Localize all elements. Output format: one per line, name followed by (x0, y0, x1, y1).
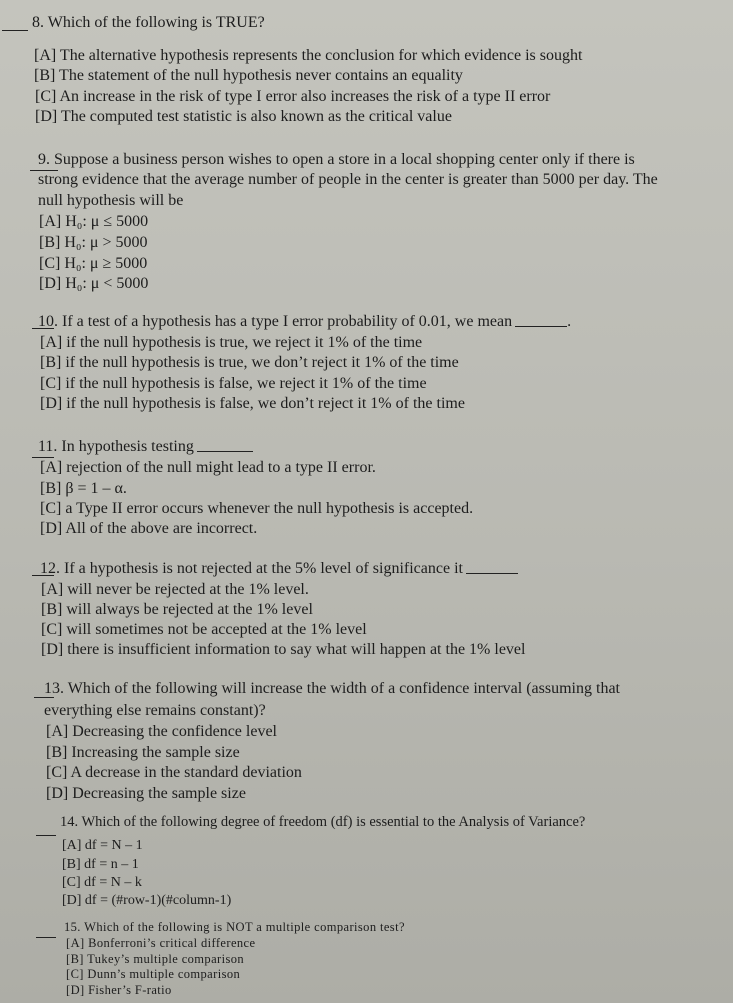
option-c[interactable]: [C] will sometimes not be accepted at the 1% level (41, 621, 367, 638)
option-a[interactable]: [A] will never be rejected at the 1% level. (41, 581, 309, 598)
option-d[interactable]: [D] df = (#row-1)(#column-1) (62, 893, 232, 908)
option-c[interactable]: [C] H₀: μ ≥ 5000 (39, 255, 148, 272)
question-stem: 15. Which of the following is NOT a multiple comparison test? (64, 920, 405, 934)
option-a[interactable]: [A] The alternative hypothesis represents the conclusion for which evidence is sought (34, 47, 583, 64)
fill-in-blank (515, 326, 567, 327)
question-stem-text: 10. If a test of a hypothesis has a type I error probability of 0.01, we mean (38, 313, 513, 330)
option-b[interactable]: [B] β = 1 – α. (40, 480, 127, 497)
question-stem-text: 12. If a hypothesis is not rejected at the 5% level of significance it (40, 560, 463, 577)
option-b[interactable]: [B] The statement of the null hypothesis never contains an equality (34, 67, 463, 84)
option-a[interactable]: [A] if the null hypothesis is true, we reject it 1% of the time (40, 334, 423, 351)
question-stem-text: 11. In hypothesis testing (38, 438, 194, 455)
question-stem-line-2: everything else remains constant)? (44, 702, 266, 719)
fill-in-blank (197, 451, 253, 452)
option-b[interactable]: [B] Tukey’s multiple comparison (66, 952, 245, 966)
option-c[interactable]: [C] df = N – k (62, 875, 142, 890)
question-stem: 14. Which of the following degree of freedom (df) is essential to the Analysis of Variance? (60, 814, 586, 830)
option-d[interactable]: [D] there is insufficient information to say what will happen at the 1% level (41, 641, 526, 658)
question-stem-line-1: 9. Suppose a business person wishes to open a store in a local shopping center only if there is (38, 151, 635, 168)
question-stem (40, 559, 518, 579)
option-a[interactable]: [A] Bonferroni’s critical difference (66, 936, 256, 950)
option-d[interactable]: [D] Fisher’s F-ratio (66, 983, 172, 997)
question-stem-line-1: 13. Which of the following will increase the width of a confidence interval (assuming that (44, 680, 620, 697)
option-d[interactable]: [D] All of the above are incorrect. (40, 520, 258, 537)
option-b[interactable]: [B] will always be rejected at the 1% level (41, 601, 313, 618)
option-c[interactable]: [C] if the null hypothesis is false, we reject it 1% of the time (40, 375, 427, 392)
question-stem: 8. Which of the following is TRUE? (32, 14, 265, 31)
fill-in-blank (466, 573, 518, 574)
option-c[interactable]: [C] a Type II error occurs whenever the null hypothesis is accepted. (40, 500, 474, 517)
option-a[interactable]: [A] df = N – 1 (62, 838, 143, 853)
option-d[interactable]: [D] H₀: μ < 5000 (39, 275, 149, 292)
answer-blank[interactable] (2, 30, 28, 31)
answer-blank[interactable] (36, 835, 56, 836)
option-c[interactable]: [C] An increase in the risk of type I error also increases the risk of a type II error (35, 88, 551, 105)
option-b[interactable]: [B] df = n – 1 (62, 857, 139, 872)
option-b[interactable]: [B] if the null hypothesis is true, we don’t reject it 1% of the time (40, 354, 459, 371)
option-a[interactable]: [A] rejection of the null might lead to a type II error. (40, 459, 376, 476)
question-stem (38, 312, 571, 332)
option-d[interactable]: [D] if the null hypothesis is false, we don’t reject it 1% of the time (40, 395, 465, 412)
question-stem-line-2: strong evidence that the average number of people in the center is greater than 5000 per day. The (38, 171, 658, 188)
option-a[interactable]: [A] Decreasing the confidence level (46, 723, 277, 740)
question-stem (38, 437, 253, 457)
answer-blank[interactable] (36, 937, 56, 938)
option-a[interactable]: [A] H₀: μ ≤ 5000 (39, 213, 149, 230)
stem-suffix: . (567, 313, 572, 330)
option-c[interactable]: [C] A decrease in the standard deviation (46, 764, 302, 781)
option-b[interactable]: [B] H₀: μ > 5000 (39, 234, 148, 251)
option-b[interactable]: [B] Increasing the sample size (46, 744, 240, 761)
option-c[interactable]: [C] Dunn’s multiple comparison (66, 967, 241, 981)
question-stem-line-3: null hypothesis will be (38, 192, 184, 209)
option-d[interactable]: [D] The computed test statistic is also known as the critical value (35, 108, 452, 125)
option-d[interactable]: [D] Decreasing the sample size (46, 785, 246, 802)
